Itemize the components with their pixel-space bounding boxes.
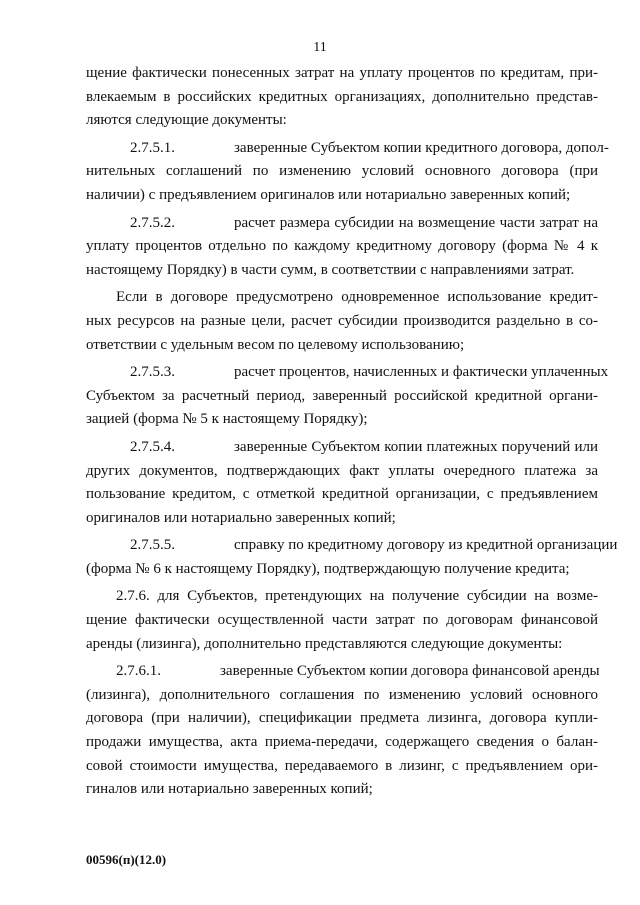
text-line: пользование кредитом, с отметкой кредитной организации, с предъявлением: [86, 486, 598, 503]
text-line: договора (при наличии), спецификации предмета лизинга, договора купли-: [86, 710, 598, 727]
document-code: 00596(п)(12.0): [86, 852, 167, 867]
text-line: ных ресурсов на разные цели, расчет субсидии производится раздельно в со-: [86, 312, 598, 329]
text-line: 2.7.6. для Субъектов, претендующих на получение субсидии на возме-: [116, 588, 598, 605]
document-body: [86, 62, 618, 802]
clause-line: [86, 137, 609, 161]
clause-number: 2.7.5.5.: [130, 537, 175, 554]
text-line: зацией (форма № 5 к настоящему Порядку);: [86, 411, 368, 428]
text-line: уплату процентов отдельно по каждому кредитному договору (форма № 4 к: [86, 238, 598, 255]
text-line: оригиналов или нотариально заверенных копий;: [86, 509, 396, 526]
clause-line: [86, 534, 618, 558]
text-line: (форма № 6 к настоящему Порядку), подтверждающую получение кредита;: [86, 560, 570, 577]
clause-text: заверенные Субъектом копии договора финансовой аренды: [220, 663, 600, 680]
clause-text: расчет процентов, начисленных и фактически уплаченных: [234, 364, 609, 381]
text-line: аренды (лизинга), дополнительно представляются следующие документы:: [86, 635, 563, 652]
clause-text: заверенные Субъектом копии кредитного договора, допол-: [234, 139, 609, 156]
clause-line: [86, 436, 598, 460]
clause-number: 2.7.5.2.: [130, 214, 175, 231]
text-line: других документов, подтверждающих факт уплаты очередного платежа за: [86, 462, 598, 479]
clause-number: 2.7.6.1.: [116, 663, 161, 680]
text-line: совой стоимости имущества, передаваемого в лизинг, с предъявлением ори-: [86, 757, 598, 774]
clause-text: заверенные Субъектом копии платежных поручений или: [234, 438, 598, 455]
text-line: щение фактически понесенных затрат на уплату процентов по кредитам, при-: [86, 65, 598, 81]
text-line: щение фактически осуществленной части затрат по договорам финансовой: [86, 612, 598, 629]
text-line: влекаемым в российских кредитных организациях, дополнительно представ-: [86, 88, 598, 105]
clause-text: расчет размера субсидии на возмещение части затрат на: [234, 214, 598, 231]
page-number: 11: [313, 40, 327, 55]
text-line: (лизинга), дополнительного соглашения по изменению условий основного: [86, 686, 598, 703]
text-line: настоящему Порядку) в части сумм, в соответствии с направлениями затрат.: [86, 261, 575, 278]
text-line: продажи имущества, акта приема-передачи, содержащего сведения о балан-: [86, 734, 598, 751]
clause-number: 2.7.5.3.: [130, 364, 175, 381]
clause-line: [86, 212, 598, 236]
text-line: ляются следующие документы:: [86, 112, 287, 129]
clause-number: 2.7.5.4.: [130, 438, 175, 455]
text-line: ответствии с удельным весом по целевому использованию;: [86, 336, 465, 353]
clause-number: 2.7.5.1.: [130, 139, 175, 156]
text-line: Если в договоре предусмотрено одновременное использование кредит-: [116, 289, 598, 306]
text-line: Субъектом за расчетный период, заверенный российской кредитной органи-: [86, 387, 598, 404]
text-line: нительных соглашений по изменению условий основного договора (при: [86, 163, 598, 180]
text-line: гиналов или нотариально заверенных копий;: [86, 781, 373, 798]
clause-line: [86, 660, 598, 684]
text-line: наличии) с предъявлением оригиналов или нотариально заверенных копий;: [86, 186, 571, 203]
clause-text: справку по кредитному договору из кредитной организации: [234, 537, 618, 554]
clause-line: [86, 361, 609, 385]
